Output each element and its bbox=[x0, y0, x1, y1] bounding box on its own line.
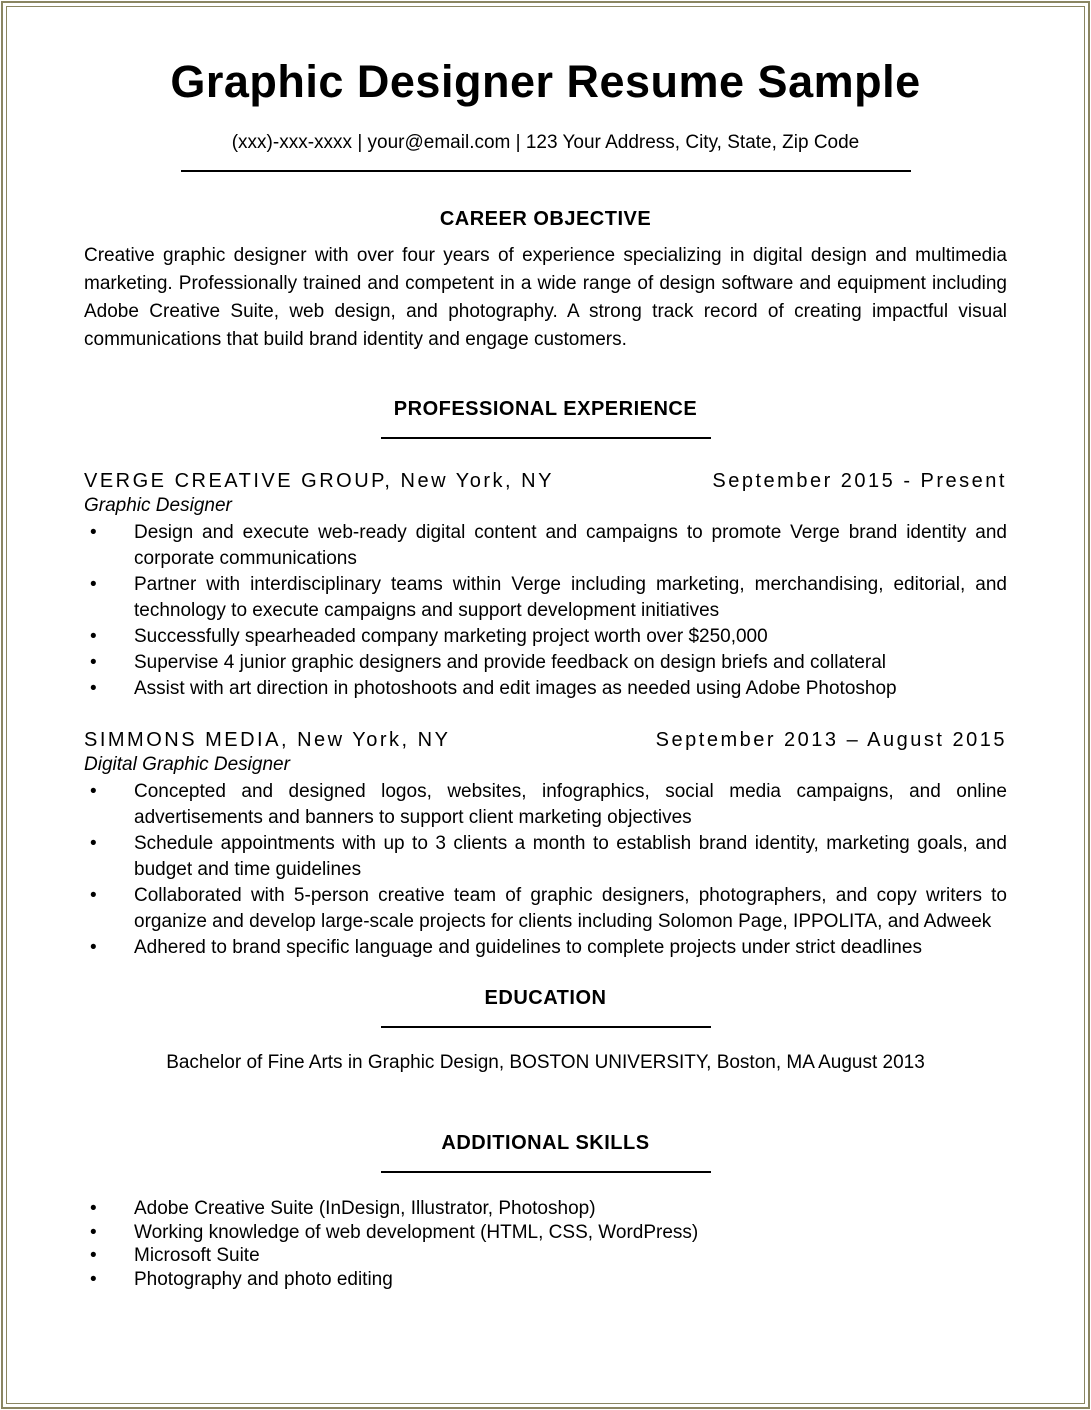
section-divider-additional-skills bbox=[381, 1171, 711, 1173]
education-detail: Bachelor of Fine Arts in Graphic Design, BOSTON UNIVERSITY, Boston, MA August 2013 bbox=[166, 1052, 925, 1073]
job-bullet-list bbox=[84, 520, 1007, 702]
contact-info: (xxx)-xxx-xxxx | your@email.com | 123 Your Address, City, State, Zip Code bbox=[231, 132, 860, 153]
job-header bbox=[84, 728, 1007, 752]
job-company: SIMMONS MEDIA, New York, NY bbox=[84, 729, 451, 751]
skill-item: • Adobe Creative Suite (InDesign, Illustrator, Photoshop) bbox=[134, 1197, 1007, 1221]
section-heading-additional-skills: ADDITIONAL SKILLS bbox=[441, 1132, 650, 1154]
bullet-item: • Assist with art direction in photoshoots and edit images as needed using Adobe Photoshop bbox=[134, 676, 1007, 702]
job-entry-verge bbox=[84, 469, 1007, 702]
section-divider-professional-experience bbox=[381, 437, 711, 439]
bullet-item: • Partner with interdisciplinary teams within Verge including marketing, merchandising, editorial, and technology to execute campaigns and support development initiatives bbox=[134, 572, 1007, 624]
skill-item: • Working knowledge of web development (HTML, CSS, WordPress) bbox=[134, 1221, 1007, 1245]
skills-list bbox=[84, 1197, 1007, 1291]
career-objective-text: Creative graphic designer with over four years of experience specializing in digital design and multimedia marketing. Professionally trained and competent in a wide range of design software and equipment including Adobe Creative Suite, web design, and photography. A strong track record of creating impactful visual communications that build brand identity and engage customers. bbox=[84, 245, 1007, 350]
job-role: Graphic Designer bbox=[84, 495, 232, 516]
section-heading-education: EDUCATION bbox=[484, 987, 607, 1009]
bullet-item: • Schedule appointments with up to 3 clients a month to establish brand identity, marketing goals, and budget and time guidelines bbox=[134, 831, 1007, 883]
page-title: Graphic Designer Resume Sample bbox=[170, 56, 921, 107]
bullet-item: • Successfully spearheaded company marketing project worth over $250,000 bbox=[134, 624, 1007, 650]
bullet-item: • Concepted and designed logos, websites, infographics, social media campaigns, and online advertisements and banners to support client marketing objectives bbox=[134, 779, 1007, 831]
job-dates: September 2015 - Present bbox=[712, 470, 1007, 492]
section-divider-education bbox=[381, 1026, 711, 1028]
job-entry-simmons bbox=[84, 728, 1007, 961]
job-company: VERGE CREATIVE GROUP, New York, NY bbox=[84, 470, 554, 492]
job-dates: September 2013 – August 2015 bbox=[655, 729, 1007, 751]
section-heading-professional-experience: PROFESSIONAL EXPERIENCE bbox=[393, 398, 698, 420]
job-role: Digital Graphic Designer bbox=[84, 754, 290, 775]
job-header bbox=[84, 469, 1007, 493]
section-heading-career-objective: CAREER OBJECTIVE bbox=[439, 208, 652, 230]
bullet-item: • Supervise 4 junior graphic designers and provide feedback on design briefs and collateral bbox=[134, 650, 1007, 676]
contact-divider bbox=[181, 170, 911, 172]
bullet-item: • Collaborated with 5-person creative team of graphic designers, photographers, and copy writers to organize and develop large-scale projects for clients including Solomon Page, IPPOLITA, and Adweek bbox=[134, 883, 1007, 935]
job-bullet-list bbox=[84, 779, 1007, 961]
bullet-item: • Adhered to brand specific language and guidelines to complete projects under strict deadlines bbox=[134, 935, 1007, 961]
bullet-item: • Design and execute web-ready digital content and campaigns to promote Verge brand identity and corporate communications bbox=[134, 520, 1007, 572]
skill-item: • Photography and photo editing bbox=[134, 1268, 1007, 1292]
skill-item: • Microsoft Suite bbox=[134, 1244, 1007, 1268]
